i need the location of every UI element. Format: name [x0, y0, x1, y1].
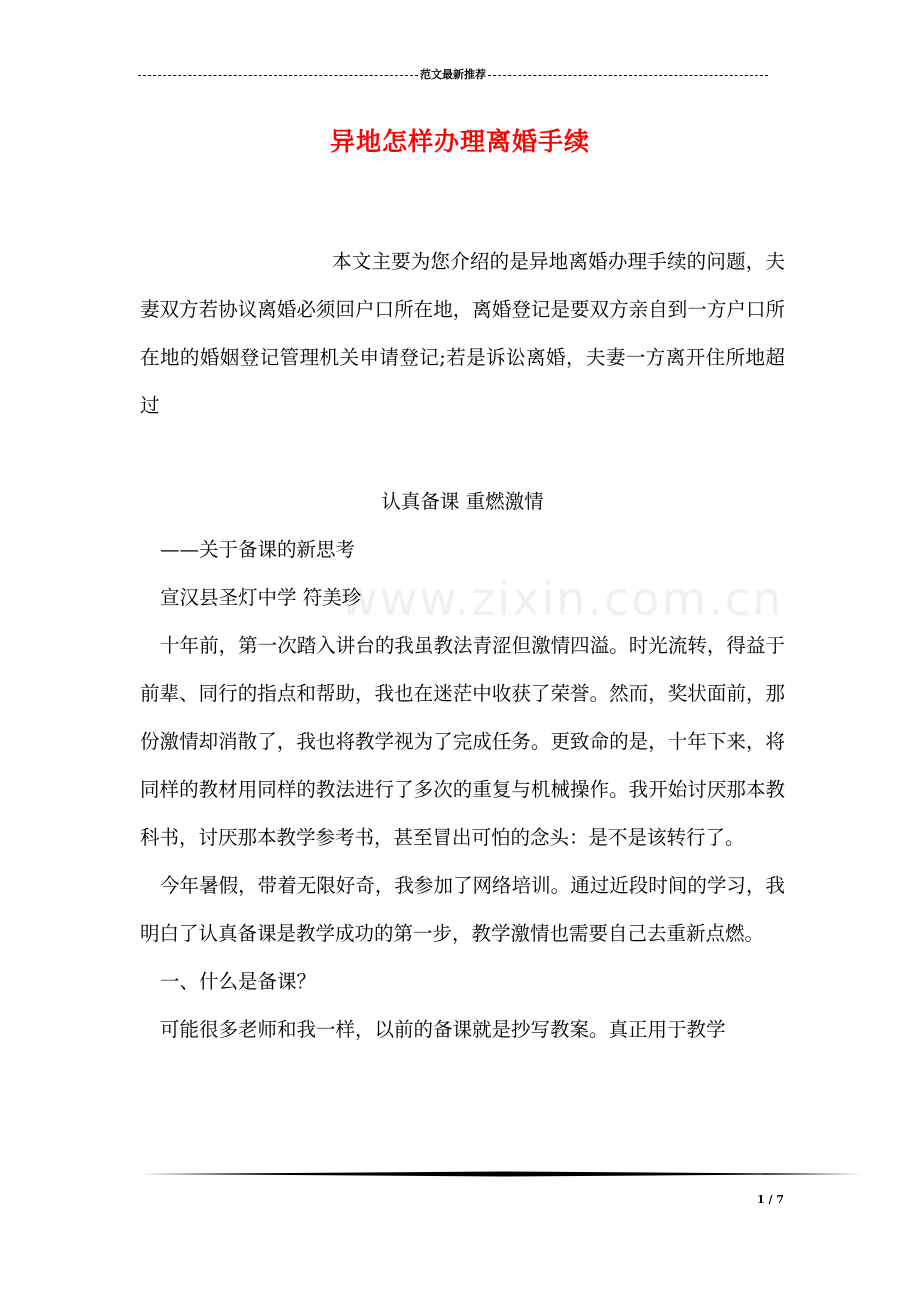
- header-dash-right: [488, 75, 768, 76]
- section-heading: 一、什么是备课？: [160, 970, 317, 993]
- document-abstract: 本文主要为您介绍的是异地离婚办理手续的问题，夫妻双方若协议离婚必须回户口所在地，离婚登记是要双方亲自到一方户口所在地的婚姻登记管理机关申请登记;若是诉讼离婚，夫妻一方离开住所地超过: [140, 250, 785, 417]
- page-number: 1 / 7: [757, 1193, 784, 1206]
- article-paragraph: 可能很多老师和我一样，以前的备课就是抄写教案。真正用于教学: [160, 1018, 726, 1041]
- article-paragraph: 今年暑假，带着无限好奇，我参加了网络培训。通过近段时间的学习，我明白了认真备课是教学成功的第一步，教学激情也需要自己去重新点燃。: [140, 874, 785, 945]
- watermark: www.zixin.com.cn: [340, 572, 784, 626]
- article-body: [140, 478, 785, 1054]
- article-subtitle: ——关于备课的新思考: [160, 538, 356, 561]
- header-label: 范文最新推荐: [420, 68, 486, 81]
- footer-rule: [140, 1170, 862, 1178]
- document-title: 异地怎样办理离婚手续: [329, 127, 590, 156]
- header-dash-left: [138, 75, 418, 76]
- article-title: 认真备课 重燃激情: [381, 490, 544, 513]
- article-paragraph: 十年前，第一次踏入讲台的我虽教法青涩但激情四溢。时光流转，得益于前辈、同行的指点和帮助，我也在迷茫中收获了荣誉。然而，奖状面前，那份激情却消散了，我也将教学视为了完成任务。更致命的是，十年下来，将同样的教材用同样的教法进行了多次的重复与机械操作。我开始讨厌那本教科书，讨厌那本教学参考书，甚至冒出可怕的念头：是不是该转行了。: [140, 634, 785, 849]
- article-author: 宣汉县圣灯中学 符美珍: [160, 586, 362, 609]
- page-header: [138, 68, 768, 82]
